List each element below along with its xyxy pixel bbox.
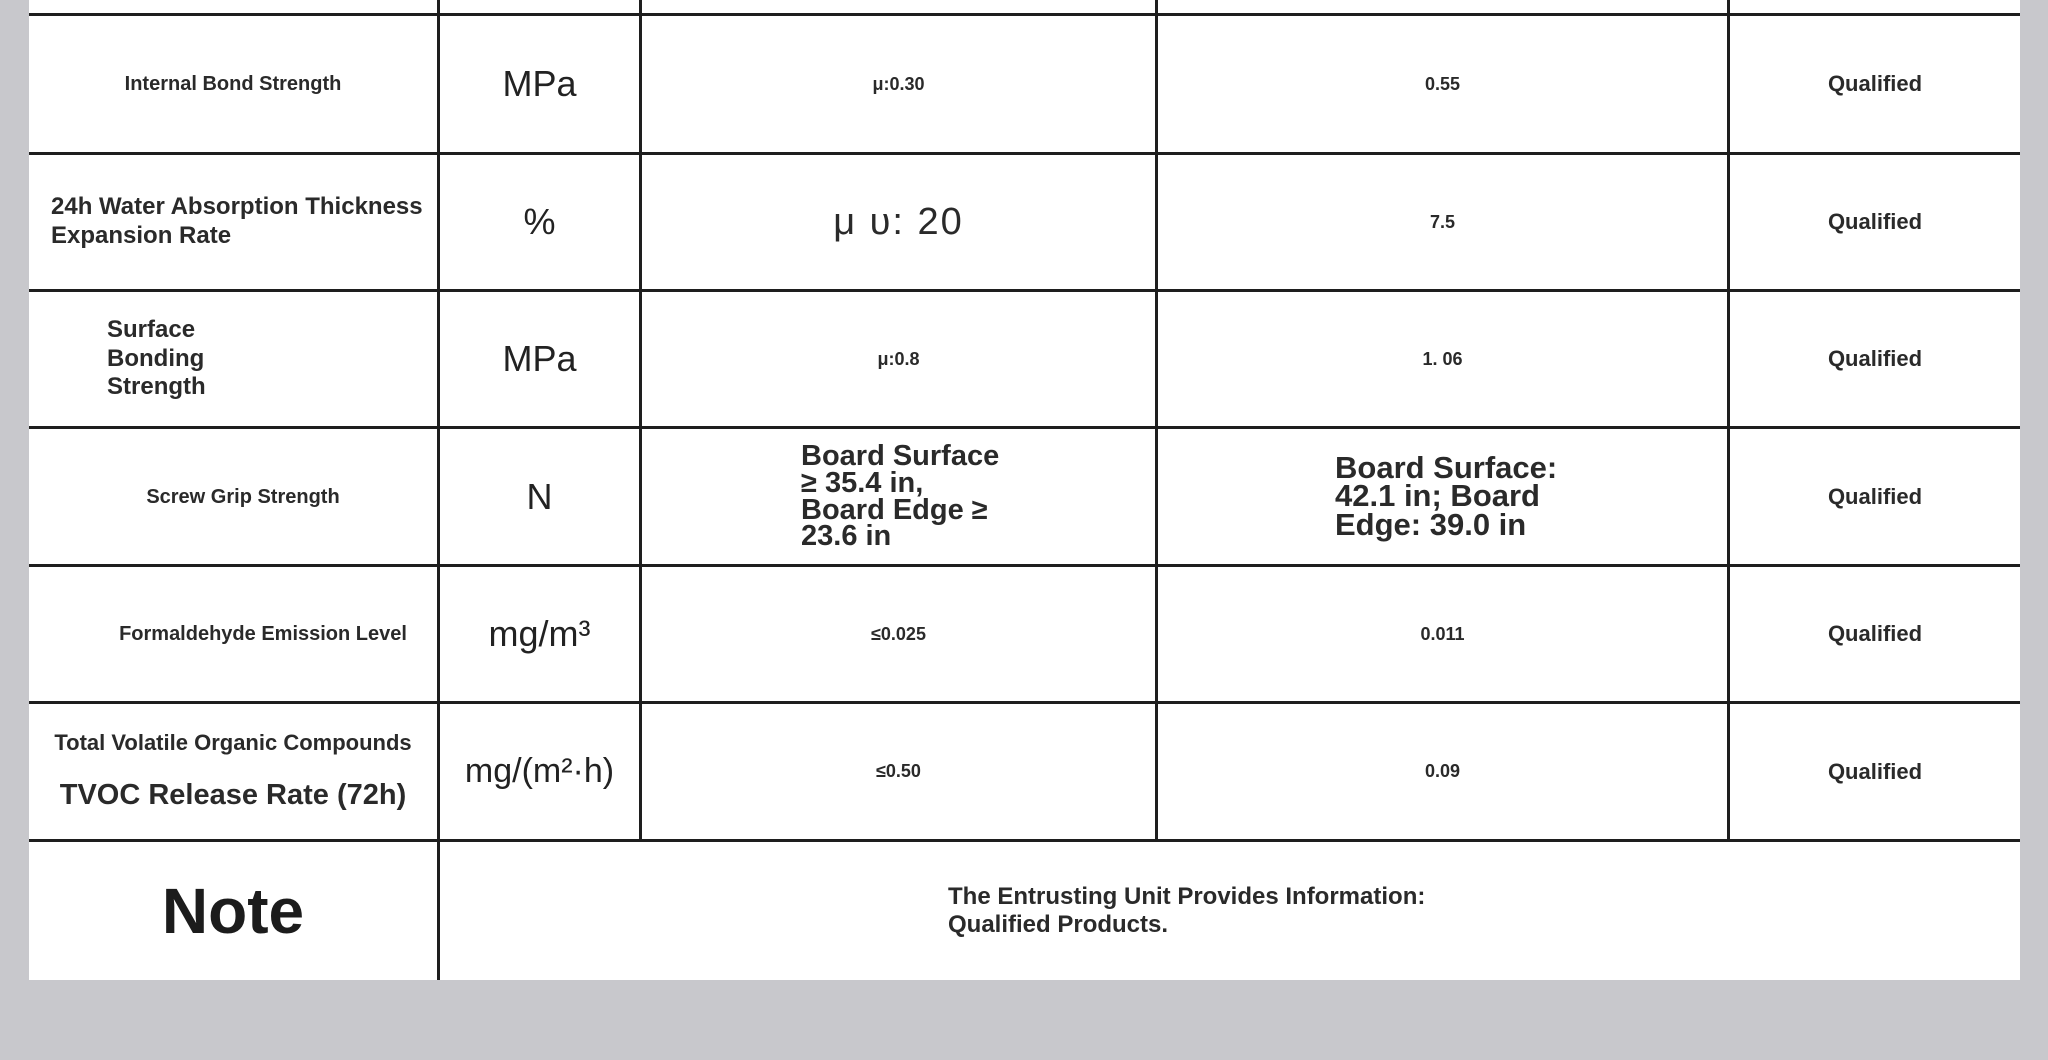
row-standard: ≤0.025 [871, 623, 926, 644]
row-result: 0.09 [1424, 761, 1461, 781]
row-standard: μ:0.8 [877, 348, 920, 369]
row-unit: mg/(m²·h) [464, 752, 615, 790]
note-label: Note [161, 875, 305, 947]
row-standard: ≤0.50 [876, 761, 921, 781]
row-result: 0.55 [1424, 73, 1461, 94]
row-standard: μ:0.30 [872, 73, 925, 94]
row-parameter-subtitle: TVOC Release Rate (72h) [59, 779, 407, 812]
row-unit: % [523, 201, 556, 242]
row-verdict: Qualified [1827, 71, 1923, 96]
row-unit: N [526, 475, 553, 517]
note-text: The Entrusting Unit Provides Information: Qualified Products. [948, 883, 1426, 938]
test-report-table [29, 0, 2020, 980]
row-parameter: Screw Grip Strength [146, 485, 340, 508]
row-parameter: Internal Bond Strength [124, 73, 342, 95]
row-standard: Board Surface ≥ 35.4 in, Board Edge ≥ 23.6 in [801, 440, 1000, 553]
row-verdict: Qualified [1827, 758, 1923, 784]
row-unit: MPa [502, 63, 577, 104]
row-parameter: Surface Bonding Strength [107, 315, 206, 401]
row-result: 0.011 [1420, 623, 1465, 644]
row-verdict: Qualified [1827, 483, 1923, 509]
row-result: 1. 06 [1422, 348, 1463, 369]
row-verdict: Qualified [1827, 621, 1923, 646]
row-standard: μ υ: 20 [833, 200, 964, 243]
row-unit: MPa [502, 338, 577, 379]
row-result: Board Surface: 42.1 in; Board Edge: 39.0 in [1335, 449, 1558, 542]
row-parameter: 24h Water Absorption Thickness Expansion Rate [51, 193, 423, 249]
row-parameter: Formaldehyde Emission Level [119, 623, 407, 645]
row-parameter-group [29, 704, 437, 839]
row-verdict: Qualified [1827, 209, 1923, 234]
row-unit: mg/m³ [488, 613, 591, 654]
row-result: 7.5 [1429, 211, 1456, 232]
row-parameter: Total Volatile Organic Compounds [54, 729, 412, 755]
row-verdict: Qualified [1827, 346, 1923, 371]
